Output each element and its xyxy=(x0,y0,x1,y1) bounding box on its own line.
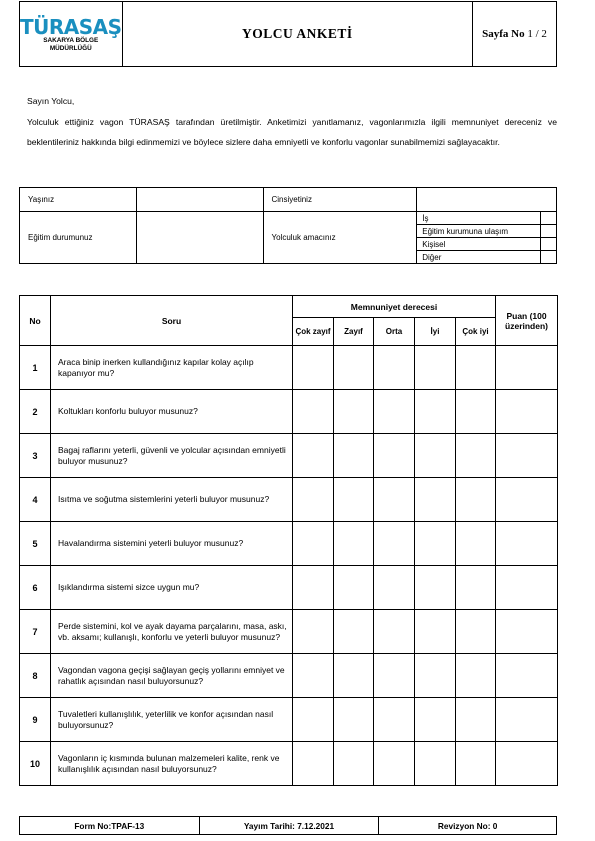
table-row xyxy=(20,566,558,610)
logo xyxy=(20,2,123,67)
rating-cell-iyi[interactable] xyxy=(415,390,456,434)
score-cell[interactable] xyxy=(496,566,558,610)
rating-cell-cok-iyi[interactable] xyxy=(456,566,496,610)
rating-cell-orta[interactable] xyxy=(374,654,415,698)
score-cell[interactable] xyxy=(496,698,558,742)
purpose-checkbox-diger[interactable] xyxy=(541,251,557,264)
rating-cell-iyi[interactable] xyxy=(415,346,456,390)
table-row xyxy=(20,522,558,566)
age-label: Yaşınız xyxy=(20,188,137,212)
rating-header-zayif: Zayıf xyxy=(334,318,374,346)
rating-cell-orta[interactable] xyxy=(374,698,415,742)
question-number: 5 xyxy=(20,522,51,566)
rating-cell-cok-iyi[interactable] xyxy=(456,522,496,566)
rating-cell-iyi[interactable] xyxy=(415,742,456,786)
purpose-option-kisisel: Kişisel xyxy=(417,238,541,251)
revision-number: Revizyon No: 0 xyxy=(379,817,557,835)
rating-cell-zayif[interactable] xyxy=(334,434,374,478)
question-text: Vagondan vagona geçişi sağlayan geçiş yollarını emniyet ve rahatlık açısından nasıl buluyorsunuz? xyxy=(51,654,293,698)
score-cell[interactable] xyxy=(496,654,558,698)
document-footer xyxy=(19,816,557,835)
page-value: 1 / 2 xyxy=(527,28,547,40)
rating-cell-cok-iyi[interactable] xyxy=(456,390,496,434)
rating-cell-cok-iyi[interactable] xyxy=(456,346,496,390)
rating-cell-zayif[interactable] xyxy=(334,346,374,390)
purpose-checkbox-egitim[interactable] xyxy=(541,225,557,238)
rating-cell-orta[interactable] xyxy=(374,742,415,786)
rating-cell-cok-zayif[interactable] xyxy=(293,522,334,566)
rating-cell-orta[interactable] xyxy=(374,434,415,478)
survey-rows xyxy=(20,346,558,786)
age-field[interactable] xyxy=(136,188,263,212)
rating-cell-cok-zayif[interactable] xyxy=(293,390,334,434)
education-field[interactable] xyxy=(136,212,263,264)
rating-cell-iyi[interactable] xyxy=(415,610,456,654)
rating-cell-cok-iyi[interactable] xyxy=(456,742,496,786)
rating-cell-zayif[interactable] xyxy=(334,610,374,654)
score-cell[interactable] xyxy=(496,390,558,434)
rating-cell-cok-zayif[interactable] xyxy=(293,698,334,742)
question-number: 10 xyxy=(20,742,51,786)
rating-cell-cok-iyi[interactable] xyxy=(456,654,496,698)
table-row xyxy=(20,610,558,654)
rating-cell-iyi[interactable] xyxy=(415,522,456,566)
rating-cell-zayif[interactable] xyxy=(334,390,374,434)
survey-table xyxy=(19,295,558,786)
intro-text xyxy=(27,91,557,153)
col-header-score: Puan (100 üzerinden) xyxy=(496,296,558,346)
publish-date: Yayım Tarihi: 7.12.2021 xyxy=(199,817,379,835)
table-row xyxy=(20,698,558,742)
rating-cell-cok-zayif[interactable] xyxy=(293,610,334,654)
score-cell[interactable] xyxy=(496,610,558,654)
rating-cell-orta[interactable] xyxy=(374,522,415,566)
rating-cell-iyi[interactable] xyxy=(415,654,456,698)
rating-cell-zayif[interactable] xyxy=(334,742,374,786)
rating-cell-cok-zayif[interactable] xyxy=(293,478,334,522)
table-row xyxy=(20,654,558,698)
rating-cell-cok-iyi[interactable] xyxy=(456,610,496,654)
logo-subtitle-2: MÜDÜRLÜĞÜ xyxy=(49,45,92,52)
question-number: 1 xyxy=(20,346,51,390)
score-cell[interactable] xyxy=(496,478,558,522)
rating-cell-orta[interactable] xyxy=(374,346,415,390)
rating-cell-iyi[interactable] xyxy=(415,698,456,742)
col-header-satisfaction: Memnuniyet derecesi xyxy=(293,296,496,318)
question-number: 3 xyxy=(20,434,51,478)
rating-cell-zayif[interactable] xyxy=(334,522,374,566)
purpose-option-is: İş xyxy=(417,212,541,225)
rating-cell-cok-iyi[interactable] xyxy=(456,478,496,522)
purpose-checkbox-is[interactable] xyxy=(541,212,557,225)
rating-cell-iyi[interactable] xyxy=(415,434,456,478)
document-header xyxy=(19,1,557,67)
question-text: Koltukları konforlu buluyor musunuz? xyxy=(51,390,293,434)
question-number: 4 xyxy=(20,478,51,522)
question-text: Vagonların iç kısmında bulunan malzemeleri kalite, renk ve kullanışlılık açısından nasıl buluyorsunuz? xyxy=(51,742,293,786)
rating-cell-cok-zayif[interactable] xyxy=(293,654,334,698)
rating-cell-orta[interactable] xyxy=(374,478,415,522)
purpose-option-egitim: Eğitim kurumuna ulaşım xyxy=(417,225,541,238)
question-text: Perde sistemini, kol ve ayak dayama parçalarını, masa, askı, vb. aksamı; kullanışlı, konforlu ve yeterli buluyor musunuz? xyxy=(51,610,293,654)
score-cell[interactable] xyxy=(496,522,558,566)
score-cell[interactable] xyxy=(496,346,558,390)
table-row xyxy=(20,478,558,522)
purpose-option-diger: Diğer xyxy=(417,251,541,264)
rating-cell-cok-iyi[interactable] xyxy=(456,698,496,742)
question-text: Havalandırma sistemini yeterli buluyor musunuz? xyxy=(51,522,293,566)
col-header-no: No xyxy=(20,296,51,346)
table-row xyxy=(20,346,558,390)
table-row xyxy=(20,742,558,786)
rating-cell-cok-zayif[interactable] xyxy=(293,346,334,390)
question-number: 6 xyxy=(20,566,51,610)
rating-cell-orta[interactable] xyxy=(374,390,415,434)
respondent-info-table xyxy=(19,187,557,264)
question-number: 2 xyxy=(20,390,51,434)
document-title: YOLCU ANKETİ xyxy=(122,2,472,67)
rating-cell-zayif[interactable] xyxy=(334,698,374,742)
col-header-question: Soru xyxy=(51,296,293,346)
rating-header-cok-zayif: Çok zayıf xyxy=(293,318,334,346)
question-number: 9 xyxy=(20,698,51,742)
logo-subtitle-1: SAKARYA BÖLGE xyxy=(43,37,99,44)
rating-cell-cok-zayif[interactable] xyxy=(293,566,334,610)
question-number: 7 xyxy=(20,610,51,654)
gender-field[interactable] xyxy=(417,188,557,212)
page-label: Sayfa No xyxy=(482,28,525,40)
question-text: Bagaj raflarını yeterli, güvenli ve yolcular açısından emniyetli buluyor musunuz? xyxy=(51,434,293,478)
rating-cell-iyi[interactable] xyxy=(415,478,456,522)
rating-cell-zayif[interactable] xyxy=(334,566,374,610)
greeting: Sayın Yolcu, xyxy=(27,96,75,106)
rating-header-cok-iyi: Çok iyi xyxy=(456,318,496,346)
rating-cell-iyi[interactable] xyxy=(415,566,456,610)
logo-wordmark: TÜRASAŞ xyxy=(20,15,122,39)
form-number: Form No:TPAF-13 xyxy=(20,817,200,835)
rating-header-iyi: İyi xyxy=(415,318,456,346)
score-cell[interactable] xyxy=(496,434,558,478)
question-text: Araca binip inerken kullandığınız kapılar kolay açılıp kapanıyor mu? xyxy=(51,346,293,390)
purpose-checkbox-kisisel[interactable] xyxy=(541,238,557,251)
question-text: Işıklandırma sistemi sizce uygun mu? xyxy=(51,566,293,610)
rating-cell-orta[interactable] xyxy=(374,610,415,654)
rating-cell-cok-zayif[interactable] xyxy=(293,742,334,786)
intro-body: Yolculuk ettiğiniz vagon TÜRASAŞ tarafından üretilmiştir. Anketimizi yanıtlamanız, vagonlarımızla ilgili memnuniyet dereceniz ve beklentileriniz hakkında bilgi edinmemizi ve böylece sizlere daha emniyetli ve konforlu vagonlar sunabilmemizi sağlayacaktır. xyxy=(27,116,557,147)
table-row xyxy=(20,390,558,434)
rating-header-orta: Orta xyxy=(374,318,415,346)
rating-cell-cok-iyi[interactable] xyxy=(456,434,496,478)
education-label: Eğitim durumunuz xyxy=(20,212,137,264)
rating-cell-cok-zayif[interactable] xyxy=(293,434,334,478)
rating-cell-zayif[interactable] xyxy=(334,654,374,698)
table-row xyxy=(20,434,558,478)
gender-label: Cinsiyetiniz xyxy=(263,188,417,212)
score-cell[interactable] xyxy=(496,742,558,786)
purpose-label: Yolculuk amacınız xyxy=(263,212,417,264)
question-number: 8 xyxy=(20,654,51,698)
question-text: Tuvaletleri kullanışlılık, yeterlilik ve konfor açısından nasıl buluyorsunuz? xyxy=(51,698,293,742)
page-number xyxy=(473,2,557,67)
question-text: Isıtma ve soğutma sistemlerini yeterli buluyor musunuz? xyxy=(51,478,293,522)
rating-cell-zayif[interactable] xyxy=(334,478,374,522)
rating-cell-orta[interactable] xyxy=(374,566,415,610)
